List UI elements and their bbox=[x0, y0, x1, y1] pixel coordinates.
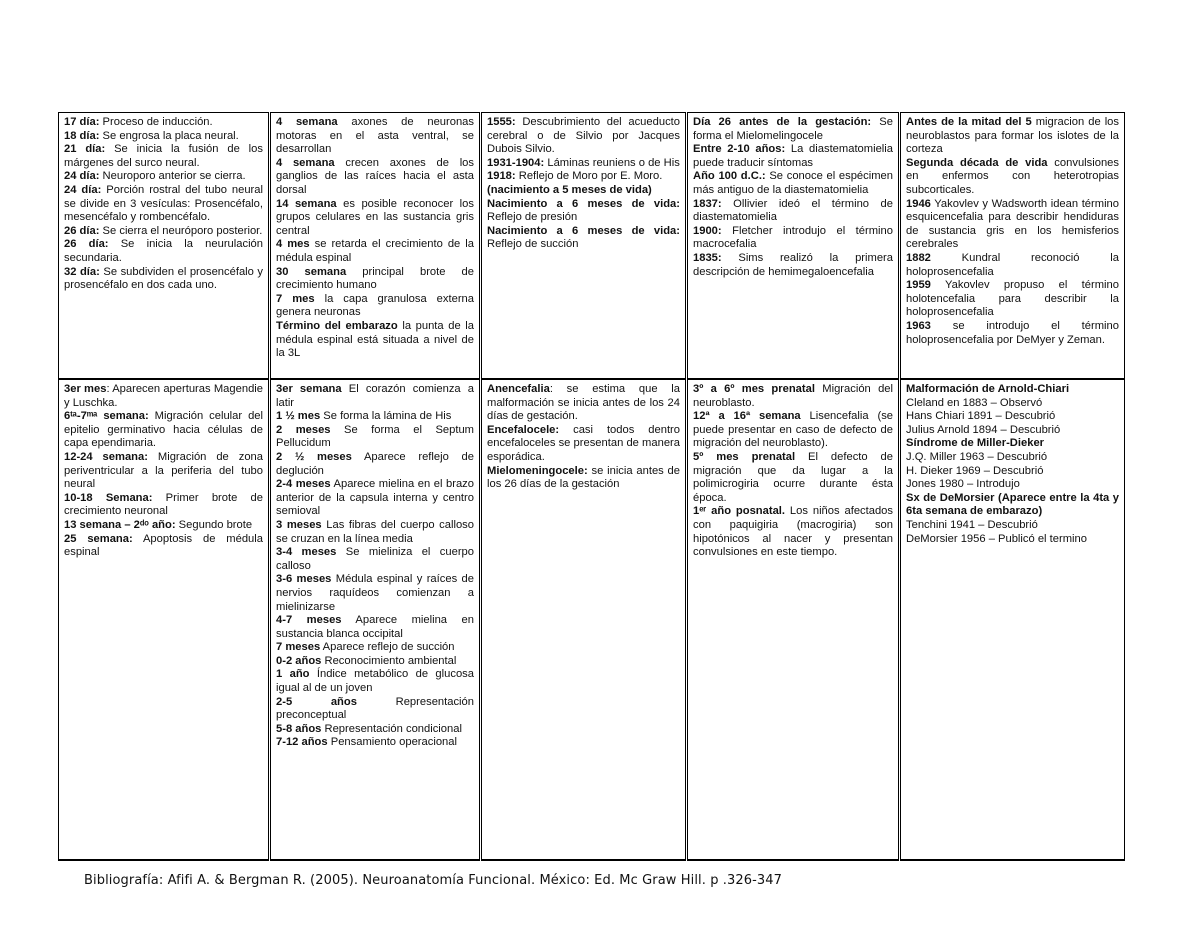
entry-text: DeMorsier 1956 – Publicó el termino bbox=[906, 532, 1087, 545]
entry-label: Entre 2-10 años: bbox=[693, 143, 786, 156]
cell-entry bbox=[276, 293, 474, 320]
entry-text: la capa granulosa externa genera neuronas bbox=[276, 292, 474, 319]
cell-entry bbox=[276, 614, 474, 641]
table-cell bbox=[59, 113, 270, 380]
cell-entry bbox=[64, 519, 263, 533]
entry-label: 6ᵗᵃ-7ᵐᵃ semana: bbox=[64, 410, 149, 423]
cell-entry bbox=[276, 266, 474, 293]
entry-text: Sims realizó la primera descripción de hemimegaloencefalia bbox=[693, 251, 893, 278]
entry-label: 12ª a 16ª semana bbox=[693, 410, 801, 423]
cell-entry bbox=[64, 225, 263, 239]
entry-text: Proceso de inducción. bbox=[99, 116, 213, 128]
entry-label: 26 día: bbox=[64, 224, 100, 237]
entry-label: 4 mes bbox=[276, 238, 310, 251]
entry-text: Aparece reflejo de succión bbox=[320, 641, 455, 654]
entry-label: 1555: bbox=[487, 116, 516, 128]
cell-entry bbox=[693, 505, 893, 559]
entry-label: 1963 bbox=[906, 319, 931, 332]
table-cell bbox=[270, 113, 481, 380]
entry-label: 2-4 meses bbox=[276, 478, 331, 491]
entry-text: Migración del neuroblasto. bbox=[693, 383, 893, 409]
entry-label: 2 meses bbox=[276, 423, 331, 436]
entry-label: 7-12 años bbox=[276, 736, 328, 749]
cell-entry bbox=[276, 641, 474, 655]
cell-entry bbox=[64, 410, 263, 451]
entry-text: Lisencefalia (se puede presentar en caso de defecto de migración del neuroblasto). bbox=[693, 410, 894, 450]
entry-text: : Aparecen aperturas Magendie y Luschka. bbox=[64, 383, 263, 409]
table-row bbox=[59, 379, 1125, 860]
cell-entry bbox=[276, 668, 474, 695]
table-cell bbox=[270, 379, 481, 860]
table-cell bbox=[59, 379, 270, 860]
entry-text: Hans Chiari 1891 – Descubrió bbox=[906, 410, 1056, 423]
entry-label: 1ᵉʳ año posnatal. bbox=[693, 505, 786, 518]
cell-entry bbox=[906, 116, 1119, 157]
entry-label: Sx de DeMorsier (Aparece entre la 4ta y 6ta semana de embarazo) bbox=[906, 491, 1119, 518]
entry-text: convulsiones en enfermos con heterotropias subcorticales. bbox=[906, 156, 1119, 196]
entry-label: Nacimiento a 6 meses de vida: bbox=[487, 224, 680, 237]
entry-label: 3-4 meses bbox=[276, 546, 337, 559]
cell-entry bbox=[276, 410, 474, 424]
entry-text: Se forma el Septum Pellucidum bbox=[276, 423, 474, 450]
entry-text: Se mieliniza el cuerpo calloso bbox=[276, 546, 474, 572]
cell-entry bbox=[693, 143, 893, 170]
entry-text: Se forma la lámina de His bbox=[320, 410, 452, 423]
entry-text: Yakovlev propuso el término holotencefalia para describir la holoprosencefalia bbox=[906, 279, 1119, 319]
entry-label: 1 año bbox=[276, 668, 310, 681]
entry-text: Julius Arnold 1894 – Descubrió bbox=[906, 423, 1061, 436]
cell-entry bbox=[64, 184, 263, 225]
entry-label: 4 semana bbox=[276, 156, 335, 169]
table-cell bbox=[687, 379, 900, 860]
cell-entry bbox=[276, 451, 474, 478]
entry-label: Malformación de Arnold-Chiari bbox=[906, 383, 1070, 395]
cell-entry bbox=[487, 157, 680, 171]
entry-text: El corazón comienza a latir bbox=[276, 383, 474, 409]
cell-entry bbox=[906, 279, 1119, 320]
entry-label: 3 meses bbox=[276, 518, 322, 531]
cell-entry bbox=[276, 198, 474, 239]
entry-label: Anencefalia bbox=[487, 383, 550, 395]
entry-label: Año 100 d.C.: bbox=[693, 170, 766, 183]
entry-text: Médula espinal y raíces de nervios raquídeos comienzan a mielinizarse bbox=[276, 573, 474, 613]
cell-entry bbox=[693, 198, 893, 225]
entry-text: Porción rostral del tubo neural se divide en 3 vesículas: Prosencéfalo, mesencéfalo y rombencéfalo. bbox=[64, 183, 263, 224]
entry-label: 0-2 años bbox=[276, 654, 322, 667]
entry-text: Descubrimiento del acueducto cerebral o de Silvio por Jacques Dubois Silvio. bbox=[487, 116, 680, 156]
entry-text: Se inicia la neurulación secundaria. bbox=[64, 238, 263, 264]
entry-text: es posible reconocer los grupos celulares en las sustancia gris central bbox=[276, 197, 474, 237]
entry-label: 1 ½ mes bbox=[276, 410, 321, 423]
table-cell bbox=[900, 113, 1125, 380]
entry-label: 4 semana bbox=[276, 116, 338, 128]
cell-entry bbox=[906, 451, 1119, 465]
entry-label: 5-8 años bbox=[276, 722, 322, 735]
entry-text: Aparece reflejo de deglución bbox=[276, 450, 474, 477]
entry-label: 3º a 6º mes prenatal bbox=[693, 383, 815, 395]
entry-label: Síndrome de Miller-Dieker bbox=[906, 437, 1045, 450]
entry-text: Ollivier ideó el término de diastematomielia bbox=[693, 197, 893, 224]
entry-text: axones de neuronas motoras en el asta ventral, se desarrollan bbox=[276, 116, 474, 156]
entry-text: Reflejo de Moro por E. Moro. bbox=[515, 170, 663, 183]
cell-entry bbox=[276, 696, 474, 723]
cell-entry bbox=[276, 736, 474, 750]
entry-text: Láminas reuniens o de His bbox=[544, 156, 680, 169]
cell-entry bbox=[906, 492, 1119, 519]
entry-label: 2 ½ meses bbox=[276, 450, 352, 463]
entry-text: principal brote de crecimiento humano bbox=[276, 265, 474, 292]
entry-text: Jones 1980 – Introdujo bbox=[906, 478, 1020, 491]
entry-label: 1882 bbox=[906, 251, 931, 264]
entry-label: 25 semana: bbox=[64, 532, 133, 545]
entry-label: 32 día: bbox=[64, 265, 100, 278]
entry-label: 1900: bbox=[693, 224, 722, 237]
entry-label: 21 día: bbox=[64, 143, 106, 156]
entry-label: 1835: bbox=[693, 251, 722, 264]
cell-entry bbox=[64, 451, 263, 492]
cell-entry bbox=[906, 424, 1119, 438]
entry-label: 5º mes prenatal bbox=[693, 450, 796, 463]
cell-entry bbox=[487, 170, 680, 184]
cell-entry bbox=[906, 383, 1119, 397]
table-row bbox=[59, 113, 1125, 380]
entry-label: 3er semana bbox=[276, 383, 342, 395]
entry-text: se inicia antes de los 26 días de la gestación bbox=[487, 464, 680, 491]
cell-entry bbox=[906, 478, 1119, 492]
entry-text: Migración de zona periventricular a la periferia del tubo neural bbox=[64, 450, 263, 491]
entry-label: 7 mes bbox=[276, 292, 315, 305]
entry-label: 1837: bbox=[693, 197, 722, 210]
table-cell bbox=[481, 113, 687, 380]
entry-label: 1918: bbox=[487, 170, 516, 183]
cell-entry bbox=[487, 116, 680, 157]
cell-entry bbox=[693, 170, 893, 197]
entry-label: 4-7 meses bbox=[276, 614, 342, 627]
cell-entry bbox=[487, 424, 680, 465]
cell-entry bbox=[906, 397, 1119, 411]
cell-entry bbox=[906, 252, 1119, 279]
cell-entry bbox=[276, 519, 474, 546]
entry-label: 2-5 años bbox=[276, 695, 357, 708]
cell-entry bbox=[487, 225, 680, 252]
entry-text: J.Q. Miller 1963 – Descubrió bbox=[906, 450, 1048, 463]
cell-entry bbox=[64, 533, 263, 560]
cell-entry bbox=[276, 655, 474, 669]
entry-label: 18 día: bbox=[64, 129, 100, 142]
table-cell bbox=[687, 113, 900, 380]
entry-text: Yakovlev y Wadsworth idean término esquicencefalia para describir hendiduras de sustancia gris en los hemisferios cerebrales bbox=[906, 197, 1119, 251]
entry-text: Representación preconceptual bbox=[276, 695, 474, 722]
entry-text: Se conoce el espécimen más antiguo de la diastematomielia bbox=[693, 170, 893, 196]
entry-text: Migración celular del epitelio germinativo hacia células de capa ependimaria. bbox=[64, 410, 263, 450]
cell-entry bbox=[487, 198, 680, 225]
entry-text: Pensamiento operacional bbox=[327, 736, 457, 749]
entry-label: 12-24 semana: bbox=[64, 450, 148, 463]
entry-text: crecen axones de los ganglios de las raíces hacia el asta dorsal bbox=[276, 156, 474, 196]
entry-label: Antes de la mitad del 5 bbox=[906, 116, 1032, 128]
cell-entry bbox=[276, 383, 474, 410]
entry-label: 14 semana bbox=[276, 197, 337, 210]
entry-label: (nacimiento a 5 meses de vida) bbox=[487, 183, 652, 196]
entry-label: 1959 bbox=[906, 279, 931, 292]
entry-text: Aparece mielina en sustancia blanca occipital bbox=[276, 614, 474, 640]
development-table bbox=[58, 112, 1125, 861]
cell-entry bbox=[906, 465, 1119, 479]
cell-entry bbox=[906, 410, 1119, 424]
entry-text: casi todos dentro encefaloceles se presentan de manera esporádica. bbox=[487, 423, 680, 463]
cell-entry bbox=[64, 383, 263, 410]
cell-entry bbox=[487, 465, 680, 492]
cell-entry bbox=[693, 410, 893, 451]
entry-text: Reflejo de succión bbox=[487, 238, 579, 251]
cell-entry bbox=[906, 320, 1119, 347]
cell-entry bbox=[64, 266, 263, 293]
cell-entry bbox=[276, 723, 474, 737]
entry-text: Neuroporo anterior se cierra. bbox=[99, 170, 246, 183]
entry-label: 7 meses bbox=[276, 641, 321, 654]
entry-label: 24 día: bbox=[64, 183, 102, 196]
cell-entry bbox=[906, 533, 1119, 547]
cell-entry bbox=[276, 546, 474, 573]
entry-text: Se forma el Mielomelingocele bbox=[693, 116, 893, 142]
cell-entry bbox=[906, 437, 1119, 451]
entry-label: 26 día: bbox=[64, 238, 109, 251]
entry-text: Kundral reconoció la holoprosencefalia bbox=[906, 251, 1119, 278]
entry-label: 1946 bbox=[906, 197, 931, 210]
entry-text: El defecto de migración que da lugar a la polimicrogiria ocurre durante ésta época. bbox=[693, 450, 893, 504]
entry-text: Reconocimiento ambiental bbox=[321, 654, 457, 667]
entry-text: H. Dieker 1969 – Descubrió bbox=[906, 464, 1044, 477]
entry-text: Primer brote de crecimiento neuronal bbox=[64, 491, 263, 518]
cell-entry bbox=[693, 116, 893, 143]
entry-label: Término del embarazo bbox=[276, 319, 398, 332]
cell-entry bbox=[693, 451, 893, 505]
entry-label: 17 día: bbox=[64, 116, 100, 128]
cell-entry bbox=[276, 157, 474, 198]
cell-entry bbox=[906, 519, 1119, 533]
cell-entry bbox=[693, 225, 893, 252]
entry-text: se retarda el crecimiento de la médula espinal bbox=[276, 238, 474, 264]
cell-entry bbox=[693, 252, 893, 279]
entry-text: Se subdividen el prosencéfalo y prosencéfalo en dos cada uno. bbox=[64, 265, 263, 292]
cell-entry bbox=[276, 320, 474, 361]
cell-entry bbox=[64, 116, 263, 130]
entry-label: Día 26 antes de la gestación: bbox=[693, 116, 872, 128]
cell-entry bbox=[276, 573, 474, 614]
entry-text: la punta de la médula espinal está situada a nivel de la 3L bbox=[276, 319, 474, 360]
cell-entry bbox=[276, 238, 474, 265]
entry-text: migracion de los neuroblastos para formar los islotes de la corteza bbox=[906, 116, 1119, 156]
entry-text: Tenchini 1941 – Descubrió bbox=[906, 518, 1038, 531]
entry-text: Se inicia la fusión de los márgenes del surco neural. bbox=[64, 143, 263, 169]
cell-entry bbox=[276, 116, 474, 157]
cell-entry bbox=[64, 143, 263, 170]
entry-text: Aparece mielina en el brazo anterior de la capsula interna y centro semioval bbox=[276, 478, 475, 518]
entry-text: Fletcher introdujo el término macrocefalia bbox=[693, 224, 893, 251]
cell-entry bbox=[276, 424, 474, 451]
entry-label: 30 semana bbox=[276, 265, 347, 278]
entry-text: Se engrosa la placa neural. bbox=[99, 129, 239, 142]
entry-text: Se cierra el neuróporo posterior. bbox=[99, 224, 263, 237]
entry-label: 3er mes bbox=[64, 383, 107, 395]
entry-label: Segunda década de vida bbox=[906, 156, 1048, 169]
entry-label: 1931-1904: bbox=[487, 156, 545, 169]
entry-text: Apoptosis de médula espinal bbox=[64, 532, 263, 559]
entry-text: La diastematomielia puede traducir síntomas bbox=[693, 143, 893, 169]
cell-entry bbox=[64, 170, 263, 184]
table-cell bbox=[900, 379, 1125, 860]
entry-text: : se estima que la malformación se inicia antes de los 24 días de gestación. bbox=[487, 383, 680, 423]
entry-label: Nacimiento a 6 meses de vida: bbox=[487, 197, 680, 210]
entry-label: 24 día: bbox=[64, 170, 100, 183]
cell-entry bbox=[693, 383, 893, 410]
entry-label: Mielomeningocele: bbox=[487, 464, 588, 477]
cell-entry bbox=[487, 383, 680, 424]
entry-label: 3-6 meses bbox=[276, 573, 332, 586]
entry-text: Reflejo de presión bbox=[487, 211, 578, 224]
table-cell bbox=[481, 379, 687, 860]
entry-text: Los niños afectados con paquigiria (macrogiria) son hipotónicos al nacer y presentan convulsiones en este tiempo. bbox=[693, 505, 893, 559]
entry-text: Segundo brote bbox=[175, 518, 253, 531]
entry-label: 13 semana – 2ᵈᵒ año: bbox=[64, 518, 176, 531]
bibliography: Bibliografía: Afifi A. & Bergman R. (2005). Neuroanatomía Funcional. México: Ed. Mc Graw Hill. p .326-347 bbox=[84, 873, 783, 888]
cell-entry bbox=[276, 478, 474, 519]
entry-label: 10-18 Semana: bbox=[64, 491, 153, 504]
cell-entry bbox=[64, 492, 263, 519]
entry-text: Las fibras del cuerpo calloso se cruzan en la línea media bbox=[276, 518, 474, 545]
entry-text: Cleland en 1883 – Observó bbox=[906, 396, 1043, 409]
cell-entry bbox=[906, 157, 1119, 198]
entry-text: Índice metabólico de glucosa igual al de un joven bbox=[276, 668, 474, 695]
cell-entry bbox=[64, 130, 263, 144]
entry-label: Encefalocele: bbox=[487, 423, 560, 436]
entry-text: se introdujo el término holoprosencefalia por DeMyer y Zeman. bbox=[906, 319, 1119, 346]
cell-entry bbox=[64, 238, 263, 265]
entry-text: Representación condicional bbox=[321, 722, 462, 735]
cell-entry bbox=[487, 184, 680, 198]
cell-entry bbox=[906, 198, 1119, 252]
